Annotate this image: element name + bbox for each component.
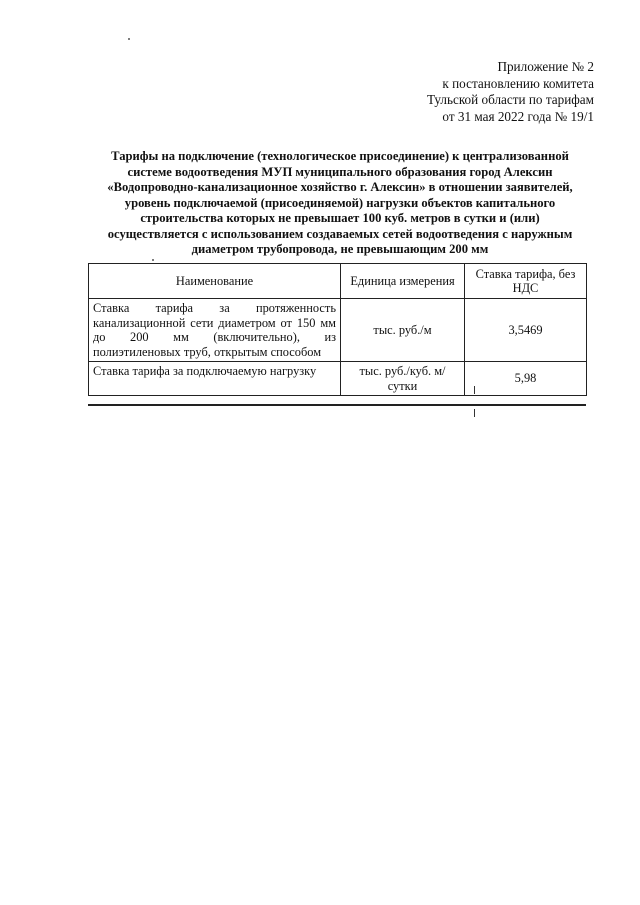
title-line-4: уровень подключаемой (присоединяемой) нагрузки объектов капитального: [124, 195, 556, 210]
column-tick-bottom: [474, 409, 475, 417]
table-header-row: [89, 264, 587, 299]
title-line-5: строительства которых не превышает 100 куб. метров в сутки и (или): [140, 211, 540, 225]
table-row: [89, 299, 587, 362]
appendix-note: [427, 59, 594, 125]
bottom-rule: [88, 404, 586, 406]
title-line-2: системе водоотведения МУП муниципального образования город Алексин: [127, 164, 553, 179]
column-tick-top: [474, 386, 475, 394]
appendix-line-3: Тульской области по тарифам: [426, 92, 594, 107]
scan-speck-top: [128, 38, 130, 40]
title-line-3: «Водопроводно-канализационное хозяйство г. Алексин» в отношении заявителей,: [107, 180, 573, 194]
row-1-name: Ставка тарифа за протяженность канализационной сети диаметром от 150 мм до 200 мм (включительно), из полиэтиленовых труб, открытым способом: [89, 299, 341, 362]
row-2-unit: тыс. руб./куб. м/сутки: [341, 362, 465, 396]
appendix-line-2: к постановлению комитета: [442, 75, 594, 91]
row-2-rate: 5,98: [465, 362, 587, 396]
row-1-unit: тыс. руб./м: [341, 299, 465, 362]
header-name: Наименование: [89, 264, 341, 299]
appendix-line-1: Приложение № 2: [497, 59, 594, 74]
title-line-1: Тарифы на подключение (технологическое присоединение) к централизованной: [111, 149, 569, 163]
table-row: [89, 362, 587, 396]
header-rate: Ставка тарифа, без НДС: [465, 264, 587, 299]
tariff-table: [88, 263, 587, 396]
row-1-rate: 3,5469: [465, 299, 587, 362]
row-2-name: Ставка тарифа за подключаемую нагрузку: [89, 362, 341, 396]
title-line-6: осуществляется с использованием создаваемых сетей водоотведения с наружным: [107, 226, 573, 241]
header-unit: Единица измерения: [341, 264, 465, 299]
title-line-7: диаметром трубопровода, не превышающим 200 мм: [191, 242, 489, 256]
appendix-line-4: от 31 мая 2022 года № 19/1: [442, 108, 594, 124]
scan-speck-mid: [152, 259, 154, 261]
document-title: [96, 149, 584, 258]
